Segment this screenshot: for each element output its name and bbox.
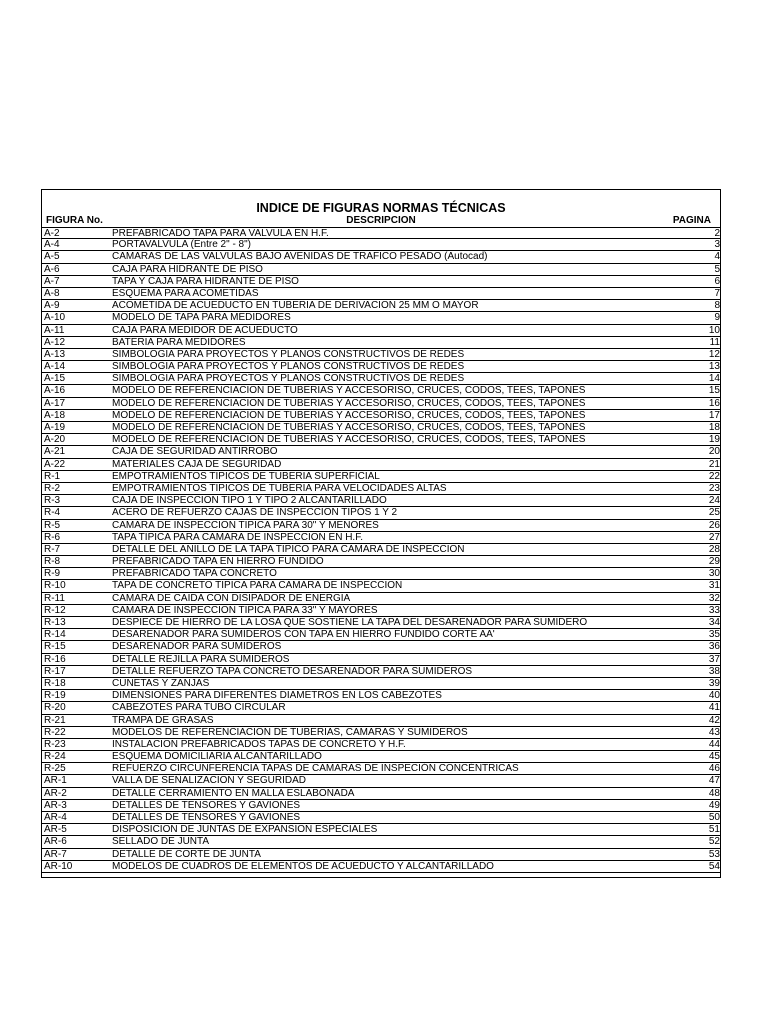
figure-number: A-9 <box>44 300 60 312</box>
table-row <box>42 702 720 714</box>
header-description: DESCRIPCION <box>346 215 416 226</box>
table-row <box>42 800 720 812</box>
figure-number: AR-7 <box>44 848 67 860</box>
figure-description: MATERIALES CAJA DE SEGURIDAD <box>112 458 282 470</box>
table-row <box>42 495 720 507</box>
page-title: INDICE DE FIGURAS NORMAS TÉCNICAS <box>256 201 506 215</box>
figure-number: A-6 <box>44 263 60 275</box>
figure-description: DETALLES DE TENSORES Y GAVIONES <box>112 799 301 811</box>
header-figure-no: FIGURA No. <box>46 215 103 226</box>
figure-number: A-7 <box>44 275 60 287</box>
page-number: 19 <box>708 434 720 446</box>
figure-description: PREFABRICADO TAPA CONCRETO <box>112 568 277 580</box>
table-row <box>42 264 720 276</box>
table-row <box>42 507 720 519</box>
figure-number: AR-10 <box>44 860 73 872</box>
page-number: 45 <box>708 751 720 763</box>
page-number: 29 <box>708 556 720 568</box>
figure-description: TRAMPA DE GRASAS <box>112 714 214 726</box>
table-row <box>42 300 720 312</box>
page-number: 30 <box>708 568 720 580</box>
table-body <box>42 227 720 873</box>
page-number: 40 <box>708 690 720 702</box>
figure-number: R-22 <box>44 726 66 738</box>
table-row <box>42 520 720 532</box>
figure-number: AR-3 <box>44 799 67 811</box>
table-row <box>42 288 720 300</box>
figure-number: R-10 <box>44 580 66 592</box>
table-row <box>42 471 720 483</box>
figure-number: R-19 <box>44 690 66 702</box>
figure-description: SIMBOLOGIA PARA PROYECTOS Y PLANOS CONSTRUCTIVOS DE REDES <box>112 348 465 360</box>
table-row <box>42 556 720 568</box>
page-number: 33 <box>708 604 720 616</box>
figure-description: VALLA DE SEÑALIZACION Y SEGURIDAD <box>112 775 306 787</box>
table-row <box>42 349 720 361</box>
table-row <box>42 361 720 373</box>
page-number: 18 <box>708 422 720 433</box>
figure-number: A-17 <box>44 397 66 409</box>
page-number: 22 <box>708 470 720 482</box>
table-row <box>42 727 720 739</box>
figure-description: MODELO DE TAPA PARA MEDIDORES <box>112 312 291 324</box>
figure-description: INSTALACION PREFABRICADOS TAPAS DE CONCRETO Y H.F. <box>112 738 406 750</box>
figure-number: R-9 <box>44 568 61 580</box>
figure-number: A-13 <box>44 348 66 360</box>
page-number: 25 <box>708 507 720 519</box>
figure-number: R-8 <box>44 556 61 568</box>
table-row <box>42 483 720 495</box>
figure-description: CAMARA DE INSPECCION TIPICA PARA 30" Y MENORES <box>112 519 379 531</box>
page-number: 13 <box>708 361 720 373</box>
figure-description: CAMARAS DE LAS VALVULAS BAJO AVENIDAS DE TRAFICO PESADO (Autocad) <box>112 251 488 263</box>
figure-number: R-4 <box>44 507 61 519</box>
figure-description: DESARENADOR PARA SUMIDEROS <box>112 641 282 653</box>
table-row <box>42 641 720 653</box>
figure-number: A-12 <box>44 336 66 348</box>
figure-description: DETALLE REFUERZO TAPA CONCRETO DESARENADOR PARA SUMIDEROS <box>112 665 473 677</box>
table-row <box>42 824 720 836</box>
page-number: 14 <box>708 373 720 385</box>
figure-number: A-2 <box>44 228 60 239</box>
figure-number: A-19 <box>44 422 66 433</box>
figure-number: R-17 <box>44 665 66 677</box>
page-number: 52 <box>708 836 720 848</box>
table-row <box>42 739 720 751</box>
figure-description: DISPOSICION DE JUNTAS DE EXPANSION ESPECIALES <box>112 824 378 836</box>
figure-description: TAPA TIPICA PARA CAMARA DE INSPECCION EN H.F. <box>112 531 363 543</box>
page-number: 51 <box>708 824 720 836</box>
figure-description: SELLADO DE JUNTA <box>112 836 210 848</box>
table-row <box>42 715 720 727</box>
table-row <box>42 398 720 410</box>
figure-description: ACOMETIDA DE ACUEDUCTO EN TUBERIA DE DERIVACION 25 MM O MAYOR <box>112 300 479 312</box>
table-row <box>42 654 720 666</box>
figure-number: R-12 <box>44 604 66 616</box>
figure-number: R-18 <box>44 677 66 689</box>
figure-number: R-13 <box>44 617 66 628</box>
figure-description: CAJA PARA HIDRANTE DE PISO <box>112 263 263 275</box>
table-row <box>42 422 720 434</box>
figure-description: DETALLE DE CORTE DE JUNTA <box>112 848 261 860</box>
figure-number: A-16 <box>44 385 66 397</box>
page-number: 48 <box>708 787 720 799</box>
figure-description: DETALLE CERRAMIENTO EN MALLA ESLABONADA <box>112 787 355 799</box>
table-row <box>42 459 720 471</box>
page-number: 24 <box>708 495 720 507</box>
page-number: 21 <box>708 458 720 470</box>
table-row <box>42 593 720 605</box>
table-row <box>42 751 720 763</box>
table-row <box>42 385 720 397</box>
figure-description: CAJA DE SEGURIDAD ANTIRROBO <box>112 446 278 458</box>
page-number: 23 <box>708 482 720 494</box>
figure-description: DESARENADOR PARA SUMIDEROS CON TAPA EN HIERRO FUNDIDO CORTE AA' <box>112 629 495 641</box>
page-number: 39 <box>708 677 720 689</box>
page-number: 17 <box>708 409 720 421</box>
page-number: 28 <box>708 543 720 555</box>
figure-description: PREFABRICADO TAPA PARA VALVULA EN H.F. <box>112 228 329 239</box>
figure-number: R-20 <box>44 702 66 714</box>
page-number: 7 <box>714 287 720 299</box>
figure-description: DETALLES DE TENSORES Y GAVIONES <box>112 812 301 823</box>
figure-number: R-15 <box>44 641 66 653</box>
figure-description: MODELO DE REFERENCIACION DE TUBERIAS Y ACCESORISO, CRUCES, CODOS, TEES, TAPONES <box>112 409 586 421</box>
figure-number: R-11 <box>44 592 65 604</box>
figure-description: DIMENSIONES PARA DIFERENTES DIAMETROS EN LOS CABEZOTES <box>112 690 442 702</box>
figure-description: REFUERZO CIRCUNFERENCIA TAPAS DE CAMARAS DE INSPECIÓN CONCÉNTRICAS <box>112 763 519 775</box>
figure-number: A-21 <box>44 446 66 458</box>
table-row <box>42 605 720 617</box>
figure-description: ACERO DE REFUERZO CAJAS DE INSPECCION TIPOS 1 Y 2 <box>112 507 398 519</box>
page-number: 4 <box>714 251 720 263</box>
figure-number: A-22 <box>44 458 66 470</box>
figure-description: TAPA DE CONCRETO TIPICA PARA CAMARA DE INSPECCION <box>112 580 403 592</box>
figure-description: CAMARA DE INSPECCION TIPICA PARA 33" Y MAYORES <box>112 604 378 616</box>
page-number: 37 <box>708 653 720 665</box>
figure-description: MODELO DE REFERENCIACION DE TUBERIAS Y ACCESORISO, CRUCES, CODOS, TEES, TAPONES <box>112 397 586 409</box>
page-number: 32 <box>708 592 720 604</box>
table-row <box>42 678 720 690</box>
figure-number: AR-5 <box>44 824 67 836</box>
figure-description: TAPA Y CAJA PARA HIDRANTE DE PISO <box>112 275 299 287</box>
table-row <box>42 580 720 592</box>
figure-number: A-18 <box>44 409 66 421</box>
page-number: 36 <box>708 641 720 653</box>
page-number: 53 <box>708 848 720 860</box>
table-row <box>42 446 720 458</box>
figure-description: SIMBOLOGIA PARA PROYECTOS Y PLANOS CONSTRUCTIVOS DE REDES <box>112 361 465 373</box>
table-row <box>42 325 720 337</box>
figure-number: R-6 <box>44 531 61 543</box>
page-number: 12 <box>708 348 720 360</box>
table-row <box>42 276 720 288</box>
page-number: 3 <box>714 239 720 251</box>
page-number: 50 <box>708 812 720 823</box>
table-row <box>42 337 720 349</box>
page-number: 9 <box>714 312 720 324</box>
page-number: 26 <box>708 519 720 531</box>
page-number: 15 <box>708 385 720 397</box>
table-row <box>42 690 720 702</box>
figure-description: MODELO DE REFERENCIACION DE TUBERIAS Y ACCESORISO, CRUCES, CODOS, TEES, TAPONES <box>112 434 586 446</box>
table-row <box>42 836 720 848</box>
figure-description: CAJA DE INSPECCION TIPO 1 Y TIPO 2 ALCANTARILLADO <box>112 495 387 507</box>
figure-number: AR-2 <box>44 787 67 799</box>
figure-description: DETALLE DEL ANILLO DE LA TAPA TIPICO PARA CAMARA DE INSPECCION <box>112 543 465 555</box>
figure-number: R-25 <box>44 763 66 775</box>
figure-number: A-4 <box>44 239 60 251</box>
figure-number: R-1 <box>44 470 61 482</box>
figure-number: R-14 <box>44 629 66 641</box>
page-number: 38 <box>708 665 720 677</box>
figure-description: SIMBOLOGIA PARA PROYECTOS Y PLANOS CONSTRUCTIVOS DE REDES <box>112 373 465 385</box>
table-row <box>42 849 720 861</box>
index-table <box>41 189 721 878</box>
figure-number: R-3 <box>44 495 61 507</box>
figure-number: A-14 <box>44 361 66 373</box>
table-row <box>42 434 720 446</box>
figure-number: A-10 <box>44 312 66 324</box>
figure-number: AR-1 <box>44 775 67 787</box>
figure-description: DETALLE REJILLA PARA SUMIDEROS <box>112 653 290 665</box>
page-number: 8 <box>714 300 720 312</box>
page-number: 47 <box>708 775 720 787</box>
table-row <box>42 812 720 824</box>
table-row <box>42 568 720 580</box>
page-number: 49 <box>708 799 720 811</box>
figure-description: MODELOS DE REFERENCIACION DE TUBERIAS, CAMARAS Y SUMIDEROS <box>112 726 468 738</box>
figure-description: MODELO DE REFERENCIACION DE TUBERIAS Y ACCESORISO, CRUCES, CODOS, TEES, TAPONES <box>112 385 586 397</box>
page-number: 44 <box>708 738 720 750</box>
page-number: 41 <box>708 702 720 714</box>
figure-number: A-8 <box>44 287 60 299</box>
figure-number: A-5 <box>44 251 60 263</box>
table-row <box>42 763 720 775</box>
table-header <box>42 215 720 227</box>
table-row <box>42 532 720 544</box>
figure-description: BATERIA PARA MEDIDORES <box>112 336 246 348</box>
table-row <box>42 861 720 873</box>
page-number: 5 <box>714 263 720 275</box>
page-number: 46 <box>708 763 720 775</box>
table-row <box>42 373 720 385</box>
table-row <box>42 227 720 239</box>
figure-number: R-2 <box>44 482 61 494</box>
page-number: 42 <box>708 714 720 726</box>
table-row <box>42 788 720 800</box>
figure-description: CAJA PARA MEDIDOR DE ACUEDUCTO <box>112 324 298 336</box>
table-row <box>42 617 720 629</box>
figure-number: R-16 <box>44 653 66 665</box>
page-number: 16 <box>708 397 720 409</box>
page-number: 10 <box>708 324 720 336</box>
figure-description: PORTAVALVULA (Entre 2" - 8") <box>112 239 251 251</box>
table-row <box>42 775 720 787</box>
table-row <box>42 410 720 422</box>
figure-description: CABEZOTES PARA TUBO CIRCULAR <box>112 702 286 714</box>
figure-description: MODELO DE REFERENCIACION DE TUBERIAS Y ACCESORISO, CRUCES, CODOS, TEES, TAPONES <box>112 422 586 433</box>
table-row <box>42 666 720 678</box>
figure-description: ESQUEMA PARA ACOMETIDAS <box>112 287 259 299</box>
page-number: 35 <box>708 629 720 641</box>
page-number: 20 <box>708 446 720 458</box>
figure-number: A-11 <box>44 324 65 336</box>
page-number: 27 <box>708 531 720 543</box>
figure-number: R-21 <box>44 714 66 726</box>
page-number: 34 <box>708 617 720 628</box>
figure-number: AR-6 <box>44 836 67 848</box>
figure-description: CUNETAS Y ZANJAS <box>112 677 210 689</box>
figure-description: MODELOS DE CUADROS DE ELEMENTOS DE ACUEDUCTO Y ALCANTARILLADO <box>112 860 494 872</box>
figure-description: EMPOTRAMIENTOS TIPICOS DE TUBERIA SUPERFICIAL <box>112 470 380 482</box>
table-row <box>42 251 720 263</box>
table-row <box>42 239 720 251</box>
page-number: 31 <box>708 580 720 592</box>
table-row <box>42 629 720 641</box>
page-number: 54 <box>708 860 720 872</box>
figure-number: R-7 <box>44 543 61 555</box>
header-page: PAGINA <box>672 215 711 226</box>
figure-description: DESPIECE DE HIERRO DE LA LOSA QUE SOSTIENE LA TAPA DEL DESARENADOR PARA SUMIDERO <box>112 617 588 628</box>
figure-description: ESQUEMA DOMICILIARIA ALCANTARILLADO <box>112 751 322 763</box>
page-number: 6 <box>714 275 720 287</box>
page-number: 11 <box>709 336 720 348</box>
table-row <box>42 544 720 556</box>
figure-description: EMPOTRAMIENTOS TIPICOS DE TUBERIA PARA VELOCIDADES ALTAS <box>112 482 447 494</box>
figure-description: CAMARA DE CAIDA CON DISIPADOR DE ENERGIA <box>112 592 351 604</box>
figure-number: AR-4 <box>44 812 67 823</box>
page-number: 43 <box>708 726 720 738</box>
page-number: 2 <box>714 228 720 239</box>
figure-number: A-15 <box>44 373 66 385</box>
figure-number: A-20 <box>44 434 66 446</box>
figure-description: PREFABRICADO TAPA EN HIERRO FUNDIDO <box>112 556 324 568</box>
figure-number: R-24 <box>44 751 66 763</box>
figure-number: R-5 <box>44 519 61 531</box>
table-row <box>42 312 720 324</box>
figure-number: R-23 <box>44 738 66 750</box>
